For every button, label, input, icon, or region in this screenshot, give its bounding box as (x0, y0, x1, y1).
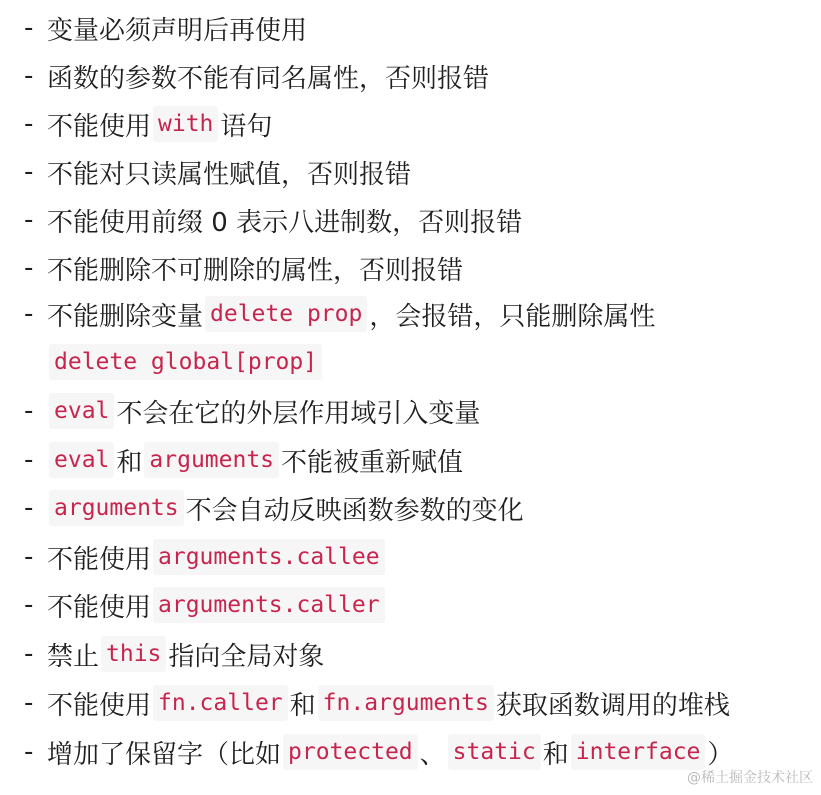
item-text: 和 (289, 690, 316, 721)
item-text: 禁止 (47, 641, 100, 672)
inline-code: delete prop (205, 296, 367, 332)
list-item (0, 535, 387, 579)
item-text: 不能使用 (47, 690, 152, 721)
list-item (0, 198, 522, 242)
inline-code: interface (571, 734, 706, 770)
inline-code: fn.arguments (318, 685, 494, 721)
bullet-marker: - (24, 109, 34, 139)
watermark: @稀土掘金技术社区 (687, 770, 813, 786)
item-text: 和 (116, 447, 143, 478)
bullet-marker: - (24, 639, 34, 669)
item-text: 不能对只读属性赋值，否则报错 (47, 159, 412, 190)
item-text: 不能使用前缀 0 表示八进制数，否则报错 (47, 207, 523, 238)
item-text: 不能删除变量 (47, 301, 204, 332)
list-item (0, 292, 655, 336)
inline-code: protected (283, 734, 418, 770)
item-text: 不能删除不可删除的属性，否则报错 (47, 255, 464, 286)
inline-code: static (448, 734, 541, 770)
list-item (0, 389, 480, 433)
list-item (0, 6, 307, 50)
item-text: 不能使用 (47, 544, 152, 575)
inline-code: eval (49, 393, 114, 429)
list-item (0, 150, 411, 194)
list-item (0, 730, 733, 774)
item-text: ） (707, 739, 734, 770)
list-item (0, 486, 524, 530)
inline-code: arguments.callee (153, 539, 385, 575)
inline-code: delete global[prop] (49, 344, 322, 380)
bullet-marker: - (24, 590, 34, 620)
item-text: 不会在它的外层作用域引入变量 (116, 398, 481, 429)
item-text: ，会报错，只能删除属性 (369, 301, 656, 332)
item-text: 指向全局对象 (168, 641, 325, 672)
bullet-marker: - (24, 445, 34, 475)
item-text: 语句 (220, 111, 273, 142)
list-item (0, 583, 387, 627)
list-item (0, 54, 489, 98)
bullet-marker: - (24, 253, 34, 283)
bullet-marker: - (24, 205, 34, 235)
list-item (0, 681, 730, 725)
item-text: 获取函数调用的堆栈 (495, 690, 730, 721)
bullet-marker: - (24, 299, 34, 329)
item-text: 不能被重新赋值 (281, 447, 464, 478)
item-text: 、 (419, 739, 446, 770)
item-text: 变量必须声明后再使用 (47, 15, 308, 46)
inline-code: eval (49, 442, 114, 478)
bullet-marker: - (24, 688, 34, 718)
bullet-marker: - (24, 737, 34, 767)
bullet-marker: - (24, 493, 34, 523)
bullet-marker: - (24, 396, 34, 426)
bullet-marker: - (24, 61, 34, 91)
bullet-marker: - (24, 13, 34, 43)
item-text: 和 (542, 739, 569, 770)
item-text: 函数的参数不能有同名属性，否则报错 (47, 63, 490, 94)
item-text: 不能使用 (47, 111, 152, 142)
list-item (0, 102, 272, 146)
inline-code: arguments.caller (153, 587, 385, 623)
item-text: 不能使用 (47, 592, 152, 623)
inline-code: this (101, 636, 166, 672)
item-text: 增加了保留字（比如 (47, 739, 282, 770)
list-item (0, 438, 463, 482)
inline-code: arguments (144, 442, 279, 478)
bullet-marker: - (24, 542, 34, 572)
item-text: 不会自动反映函数参数的变化 (185, 495, 524, 526)
bullet-marker: - (24, 157, 34, 187)
list-item-continuation (47, 340, 324, 384)
inline-code: arguments (49, 490, 184, 526)
inline-code: with (153, 106, 218, 142)
inline-code: fn.caller (153, 685, 288, 721)
list-item (0, 632, 324, 676)
list-item (0, 246, 463, 290)
